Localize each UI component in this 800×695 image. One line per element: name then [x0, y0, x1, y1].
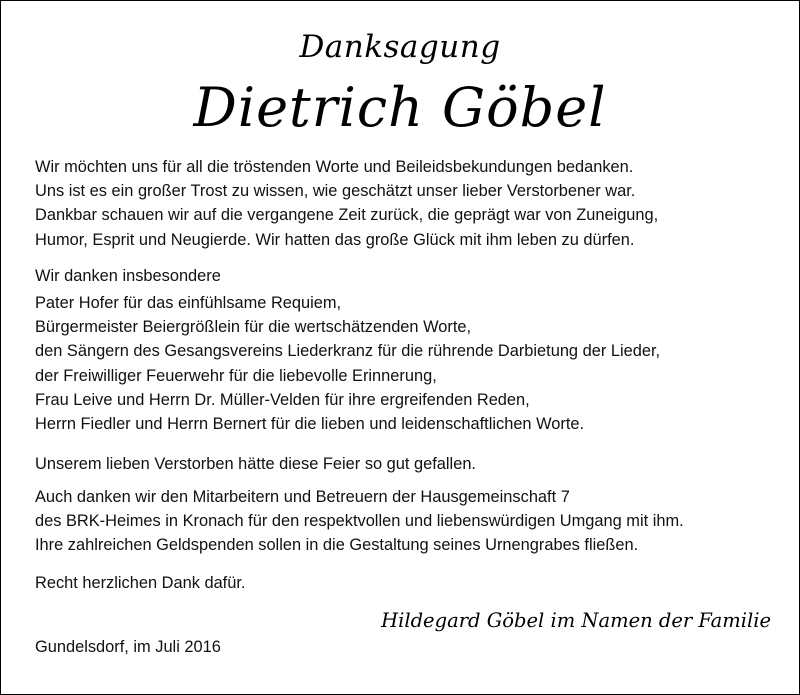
recipient-line: Bürgermeister Beiergrößlein für die wertschätzenden Worte, [35, 318, 472, 337]
intro-line: Uns ist es ein großer Trost zu wissen, wie geschätzt unser lieber Verstorbener war. [35, 182, 636, 201]
staff-line: Ihre zahlreichen Geldspenden sollen in die Gestaltung seines Urnengrabes fließen. [35, 536, 639, 555]
staff-line: des BRK-Heimes in Kronach für den respektvollen und liebenswürdigen Umgang mit ihm. [35, 512, 684, 531]
heading-danksagung: Danksagung [299, 29, 501, 65]
recipient-line: Herrn Fiedler und Herrn Bernert für die lieben und leidenschaftlichen Worte. [35, 414, 585, 433]
signature: Hildegard Göbel im Namen der Familie [381, 609, 771, 632]
intro-line: Humor, Esprit und Neugierde. Wir hatten das große Glück mit ihm leben zu dürfen. [35, 230, 635, 249]
recipient-line: Frau Leive und Herrn Dr. Müller-Velden für ihre ergreifenden Reden, [35, 390, 530, 409]
recipients-list [35, 291, 660, 436]
recipient-line: der Freiwilliger Feuerwehr für die liebevolle Erinnerung, [35, 366, 437, 385]
feier-line: Unserem lieben Verstorben hätte diese Feier so gut gefallen. [35, 455, 476, 473]
thanks-intro: Wir danken insbesondere [35, 267, 221, 285]
staff-paragraph [35, 485, 684, 558]
closing-line: Recht herzlichen Dank dafür. [35, 574, 246, 592]
intro-paragraph [35, 155, 658, 252]
place-date: Gundelsdorf, im Juli 2016 [35, 638, 221, 656]
intro-line: Wir möchten uns für all die tröstenden Worte und Beileidsbekundungen bedanken. [35, 158, 634, 176]
recipient-line: Pater Hofer für das einfühlsame Requiem, [35, 294, 342, 312]
heading-deceased-name: Dietrich Göbel [193, 76, 607, 139]
staff-line: Auch danken wir den Mitarbeitern und Betreuern der Hausgemeinschaft 7 [35, 488, 570, 506]
intro-line: Dankbar schauen wir auf die vergangene Zeit zurück, die geprägt war von Zuneigung, [35, 206, 659, 225]
recipient-line: den Sängern des Gesangsvereins Liederkranz für die rührende Darbietung der Lieder, [35, 342, 661, 361]
